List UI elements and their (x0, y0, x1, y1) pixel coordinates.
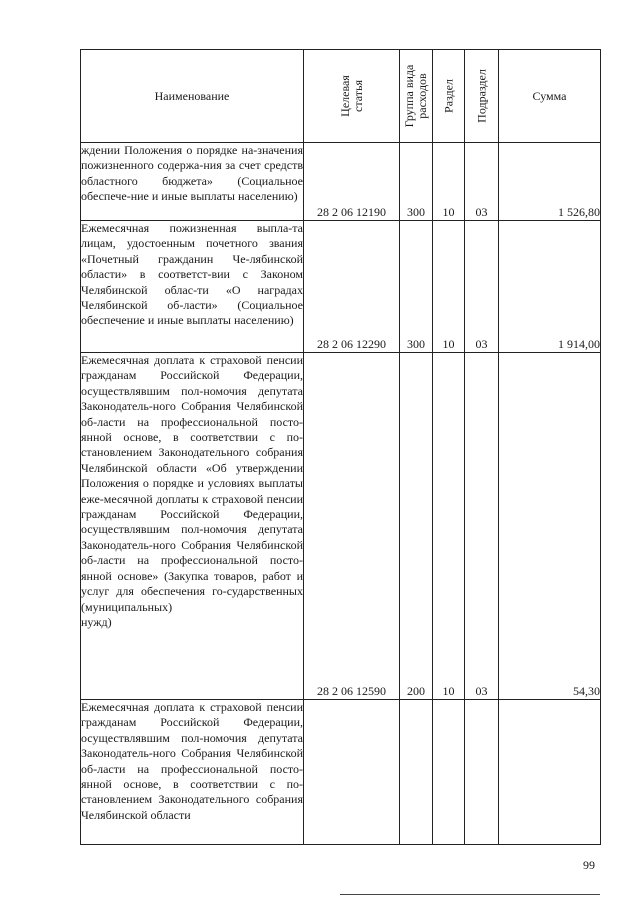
row-section (433, 700, 465, 845)
row-name-cell (81, 221, 304, 353)
row-expense-group: 300 (400, 143, 433, 221)
table-row (81, 353, 601, 700)
header-subsection: Подраздел (465, 50, 499, 143)
row-subsection: 03 (465, 221, 499, 353)
row-name-text: Ежемесячная пожизненная выпла-та лицам, удостоенным почетного звания «Почетный гражданин Че-лябинской области» в соответст-вии с Законом Челябинской облас-ти «О наградах Челябинской об-ласти» (Социальное обеспечение и иные выплаты населению) (81, 221, 303, 328)
row-sum (499, 700, 601, 845)
row-target-code: 28 2 06 12590 (304, 353, 400, 700)
row-name-cell (81, 700, 304, 845)
table-row (81, 700, 601, 845)
row-name-cell (81, 143, 304, 221)
row-sum: 1 914,00 (499, 221, 601, 353)
row-name-cell (81, 353, 304, 700)
row-target-code: 28 2 06 12190 (304, 143, 400, 221)
row-expense-group: 300 (400, 221, 433, 353)
row-name-text-tail: нужд) (81, 614, 112, 629)
row-section: 10 (433, 143, 465, 221)
row-target-code: 28 2 06 12290 (304, 221, 400, 353)
row-subsection (465, 700, 499, 845)
row-section: 10 (433, 353, 465, 700)
row-subsection: 03 (465, 143, 499, 221)
row-expense-group: 200 (400, 353, 433, 700)
header-group-line1: Группа вида (402, 64, 416, 128)
table-header-row (81, 50, 601, 143)
header-target-article (304, 50, 400, 143)
row-expense-group (400, 700, 433, 845)
header-target-line1: Целевая (337, 75, 352, 117)
footer-rule (340, 894, 600, 895)
budget-table (80, 49, 601, 845)
row-section: 10 (433, 221, 465, 353)
row-sum: 54,30 (499, 353, 601, 700)
header-expense-group (400, 50, 433, 143)
header-sum: Сумма (499, 50, 601, 143)
table-row (81, 143, 601, 221)
row-target-code (304, 700, 400, 845)
header-section: Раздел (433, 50, 465, 143)
row-subsection: 03 (465, 353, 499, 700)
table-row (81, 221, 601, 353)
row-name-text: Ежемесячная доплата к страховой пенсии гражданам Российской Федерации, осуществлявшим пол-номочия депутата Законодатель-ного Собрания Челябинской об-ласти на профессиональной посто-янной основе, в соответствии с по-становлением Законодательного собрания Челябинской области «Об утверждении Положения о порядке и условиях выплаты еже-месячной доплаты к страховой пенсии гражданам Российской Федерации, осуществлявшим пол-номочия депутата Законодатель-ного Собрания Челябинской об-ласти на профессиональной посто-янной основе» (Закупка товаров, работ и услуг для обеспечения го-сударственных (муниципальных) (81, 353, 303, 614)
row-sum: 1 526,80 (499, 143, 601, 221)
header-target-line2: статья (350, 80, 365, 112)
header-name: Наименование (81, 50, 304, 143)
row-name-text: ждении Положения о порядке на-значения пожизненного содержа-ния за счет средств областного бюджета» (Социальное обеспече-ние и иные выплаты населению) (81, 143, 303, 204)
header-group-line2: расходов (415, 73, 429, 119)
page-number: 99 (583, 858, 595, 872)
row-name-text: Ежемесячная доплата к страховой пенсии гражданам Российской Федерации, осуществлявшим пол-номочия депутата Законодатель-ного Собрания Челябинской об-ласти на профессиональной посто-янной основе, в соответствии с по-становлением Законодательного собрания Челябинской области (81, 700, 303, 822)
